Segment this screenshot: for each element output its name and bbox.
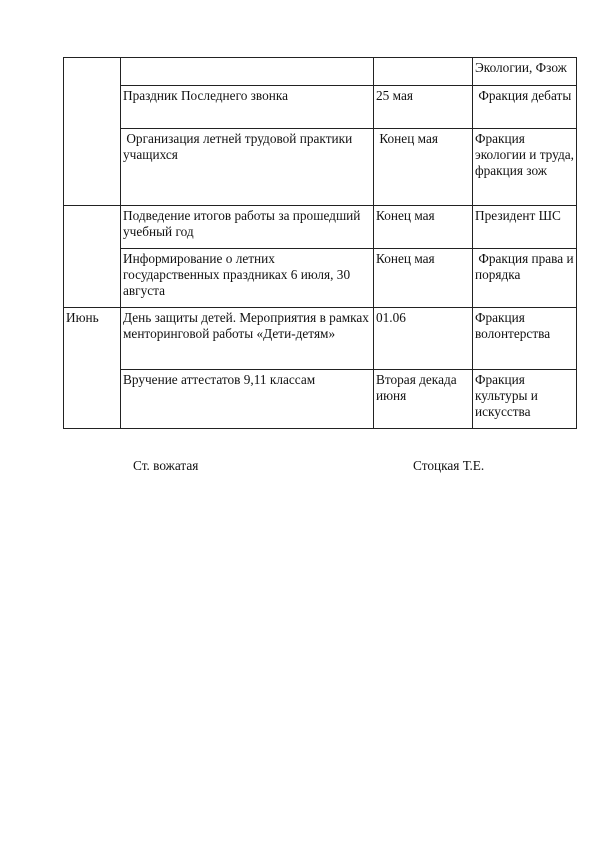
month-cell bbox=[64, 206, 121, 308]
responsible-cell: Экологии, Фзож bbox=[473, 58, 577, 86]
event-cell: Праздник Последнего звонка bbox=[121, 86, 374, 129]
date-cell bbox=[374, 58, 473, 86]
event-cell: Вручение аттестатов 9,11 классам bbox=[121, 370, 374, 429]
responsible-cell: Президент ШС bbox=[473, 206, 577, 249]
event-cell: День защиты детей. Мероприятия в рамках менторинговой работы «Дети-детям» bbox=[121, 308, 374, 370]
event-cell bbox=[121, 58, 374, 86]
table-row bbox=[64, 206, 577, 249]
date-cell: Конец мая bbox=[374, 129, 473, 206]
date-cell: 01.06 bbox=[374, 308, 473, 370]
table-row bbox=[64, 129, 577, 206]
table-row bbox=[64, 308, 577, 370]
event-cell: Организация летней трудовой практики учащихся bbox=[121, 129, 374, 206]
date-cell: Вторая декада июня bbox=[374, 370, 473, 429]
date-cell: Конец мая bbox=[374, 249, 473, 308]
events-table bbox=[63, 57, 577, 429]
signature-name: Стоцкая Т.Е. bbox=[413, 458, 485, 473]
event-cell: Подведение итогов работы за прошедший учебный год bbox=[121, 206, 374, 249]
responsible-cell: Фракция дебаты bbox=[473, 86, 577, 129]
table-row bbox=[64, 58, 577, 86]
responsible-cell: Фракция права и порядка bbox=[473, 249, 577, 308]
date-cell: Конец мая bbox=[374, 206, 473, 249]
responsible-cell: Фракция экологии и труда, фракция зож bbox=[473, 129, 577, 206]
responsible-cell: Фракция волонтерства bbox=[473, 308, 577, 370]
month-cell bbox=[64, 58, 121, 206]
table-row bbox=[64, 370, 577, 429]
signature-position: Ст. вожатая bbox=[133, 458, 199, 473]
event-cell: Информирование о летних государственных праздниках 6 июля, 30 августа bbox=[121, 249, 374, 308]
date-cell: 25 мая bbox=[374, 86, 473, 129]
responsible-cell: Фракция культуры и искусства bbox=[473, 370, 577, 429]
table-row bbox=[64, 249, 577, 308]
table-row bbox=[64, 86, 577, 129]
month-cell: Июнь bbox=[64, 308, 121, 429]
